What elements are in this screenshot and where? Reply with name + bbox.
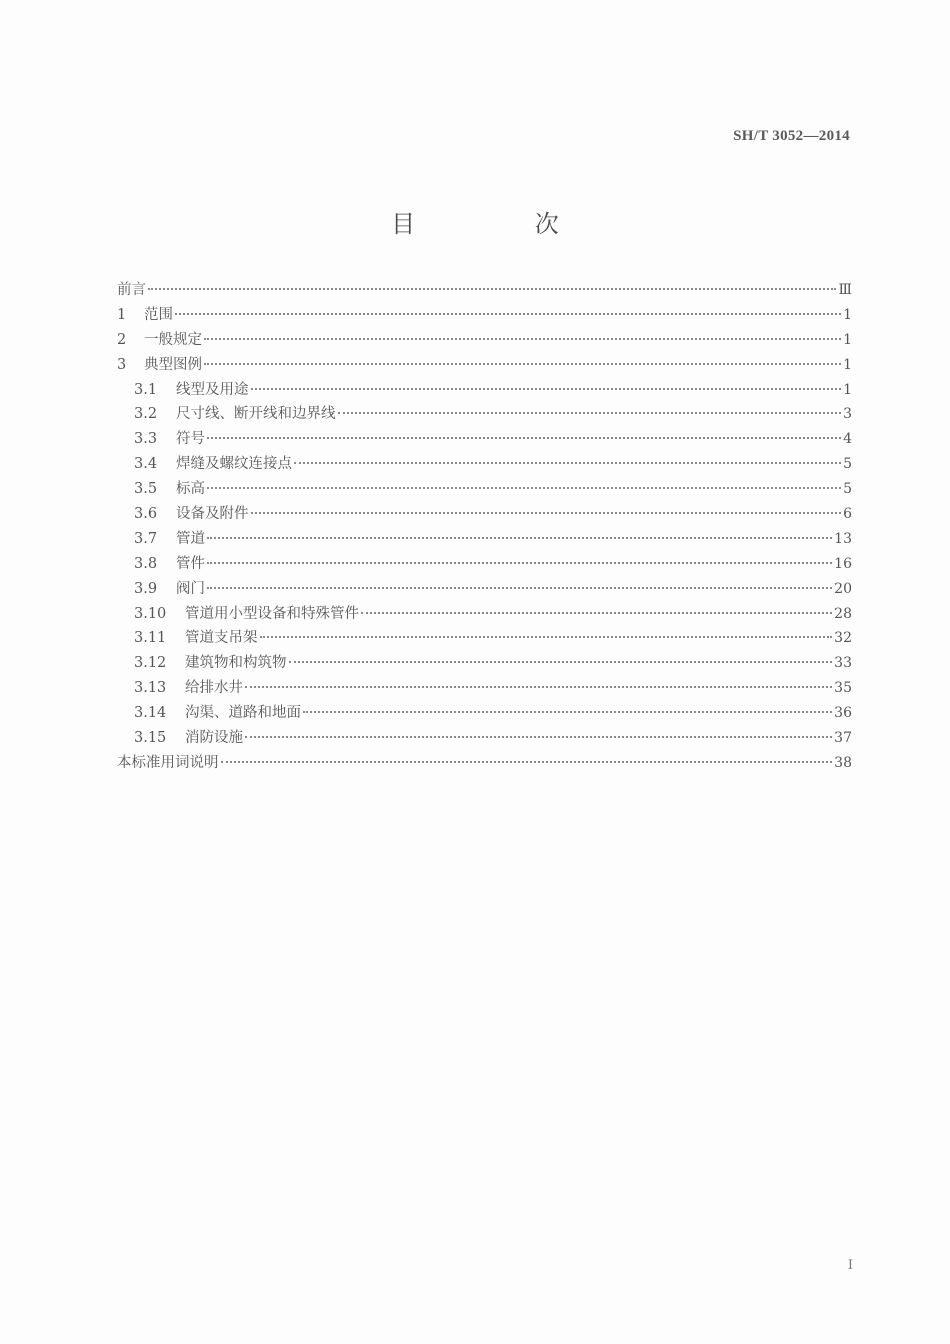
toc-entry[interactable] — [117, 353, 852, 378]
toc-entry-page: 32 — [834, 630, 852, 647]
toc-entry-page: 13 — [834, 530, 852, 547]
dot-leader — [207, 487, 841, 489]
toc-entry[interactable] — [117, 602, 852, 627]
toc-entry-page: 6 — [843, 506, 852, 523]
dot-leader — [303, 711, 832, 713]
toc-entry-page: 5 — [843, 481, 852, 498]
toc-entry[interactable] — [117, 676, 852, 701]
toc-entry-number: 3.1 — [134, 381, 158, 398]
dot-leader — [207, 587, 832, 589]
toc-entry-page: 4 — [843, 431, 852, 448]
toc-entry-page: 28 — [834, 605, 852, 622]
toc-entry-page: 20 — [834, 580, 852, 597]
toc-entry-label: 沟渠、道路和地面 — [185, 705, 301, 722]
toc-entry[interactable] — [117, 502, 852, 527]
dot-leader — [245, 736, 832, 738]
toc-entry-label: 前言 — [117, 282, 146, 298]
toc-entry-number: 2 — [117, 331, 127, 348]
dot-leader — [294, 462, 841, 464]
toc-entry-number: 3 — [117, 356, 127, 373]
toc-entry[interactable] — [117, 527, 852, 552]
toc-entry[interactable] — [117, 726, 852, 751]
standard-code: SH/T 3052—2014 — [733, 128, 850, 144]
dot-leader — [207, 537, 832, 539]
toc-entry-number: 3.11 — [134, 630, 167, 647]
dot-leader — [251, 388, 842, 390]
toc-entry-page: 37 — [834, 730, 852, 747]
toc-entry-label: 符号 — [176, 431, 205, 448]
dot-leader — [175, 313, 841, 315]
toc-entry-label: 建筑物和构筑物 — [185, 655, 287, 672]
toc-entry-page: Ⅲ — [838, 282, 852, 298]
dot-leader — [260, 636, 833, 638]
toc-entry-page: 36 — [834, 705, 852, 722]
toc-entry[interactable] — [117, 303, 852, 328]
toc-entry[interactable] — [117, 577, 852, 602]
toc-entry-label: 消防设施 — [185, 730, 243, 747]
toc-entry-label: 设备及附件 — [176, 506, 249, 523]
toc-entry-page: 38 — [834, 754, 852, 771]
toc-entry-label: 给排水井 — [185, 680, 243, 697]
toc-entry-number: 3.13 — [134, 680, 167, 697]
toc-entry-label: 一般规定 — [144, 331, 202, 348]
toc-entry-page: 35 — [834, 680, 852, 697]
toc-entry[interactable] — [117, 701, 852, 726]
toc-entry-label: 线型及用途 — [176, 381, 249, 398]
toc-entry-number: 3.12 — [134, 655, 167, 672]
dot-leader — [204, 338, 841, 340]
dot-leader — [207, 437, 841, 439]
toc-entry-number: 3.8 — [134, 555, 158, 572]
dot-leader — [361, 612, 832, 614]
toc-entry-number: 3.6 — [134, 506, 158, 523]
toc-entry-label: 本标准用词说明 — [117, 754, 219, 771]
toc-entry-page: 1 — [843, 306, 852, 323]
toc-entry-number: 3.15 — [134, 730, 167, 747]
toc-entry-number: 3.7 — [134, 530, 158, 547]
toc-entry-number: 3.4 — [134, 456, 158, 473]
dot-leader — [251, 512, 842, 514]
toc-entry[interactable] — [117, 378, 852, 403]
toc-entry-label: 阀门 — [176, 580, 205, 597]
toc-entry-page: 1 — [843, 356, 852, 373]
dot-leader — [204, 363, 841, 365]
toc-entry-number: 3.5 — [134, 481, 158, 498]
page-title: 目 次 — [391, 210, 615, 238]
toc-entry-page: 1 — [843, 331, 852, 348]
toc-entry-number: 3.3 — [134, 431, 158, 448]
toc-entry-number: 1 — [117, 306, 127, 323]
toc-entry-label: 范围 — [144, 306, 173, 323]
dot-leader — [338, 412, 842, 414]
toc-entry-label: 焊缝及螺纹连接点 — [176, 456, 292, 473]
toc-entry-number: 3.14 — [134, 705, 167, 722]
toc-entry-page: 1 — [843, 381, 852, 398]
toc-entry-page: 33 — [834, 655, 852, 672]
toc-entry-label: 尺寸线、断开线和边界线 — [176, 406, 336, 423]
dot-leader — [207, 562, 832, 564]
toc-entry-number: 3.9 — [134, 580, 158, 597]
toc-entry-label: 典型图例 — [144, 356, 202, 373]
toc-entry-label: 管道支吊架 — [185, 630, 258, 647]
toc-entry[interactable] — [117, 626, 852, 651]
toc-entry[interactable] — [117, 651, 852, 676]
dot-leader — [221, 761, 833, 763]
toc-entry-label: 管道 — [176, 530, 205, 547]
toc-entry[interactable] — [117, 452, 852, 477]
toc-entry-number: 3.2 — [134, 406, 158, 423]
toc-entry-label: 管件 — [176, 555, 205, 572]
toc-entry[interactable] — [117, 427, 852, 452]
table-of-contents — [117, 278, 852, 776]
toc-entry[interactable] — [117, 552, 852, 577]
toc-entry[interactable] — [117, 328, 852, 353]
dot-leader — [148, 288, 836, 290]
toc-entry[interactable] — [117, 477, 852, 502]
toc-entry[interactable] — [117, 751, 852, 776]
page-number: I — [847, 1258, 853, 1273]
toc-entry-page: 3 — [843, 406, 852, 423]
dot-leader — [245, 686, 832, 688]
toc-entry[interactable] — [117, 402, 852, 427]
toc-entry-label: 管道用小型设备和特殊管件 — [185, 605, 359, 622]
toc-entry-number: 3.10 — [134, 605, 167, 622]
toc-entry-page: 5 — [843, 456, 852, 473]
toc-entry-page: 16 — [834, 555, 852, 572]
dot-leader — [289, 661, 833, 663]
toc-entry-label: 标高 — [176, 481, 205, 498]
toc-entry[interactable] — [117, 278, 852, 303]
